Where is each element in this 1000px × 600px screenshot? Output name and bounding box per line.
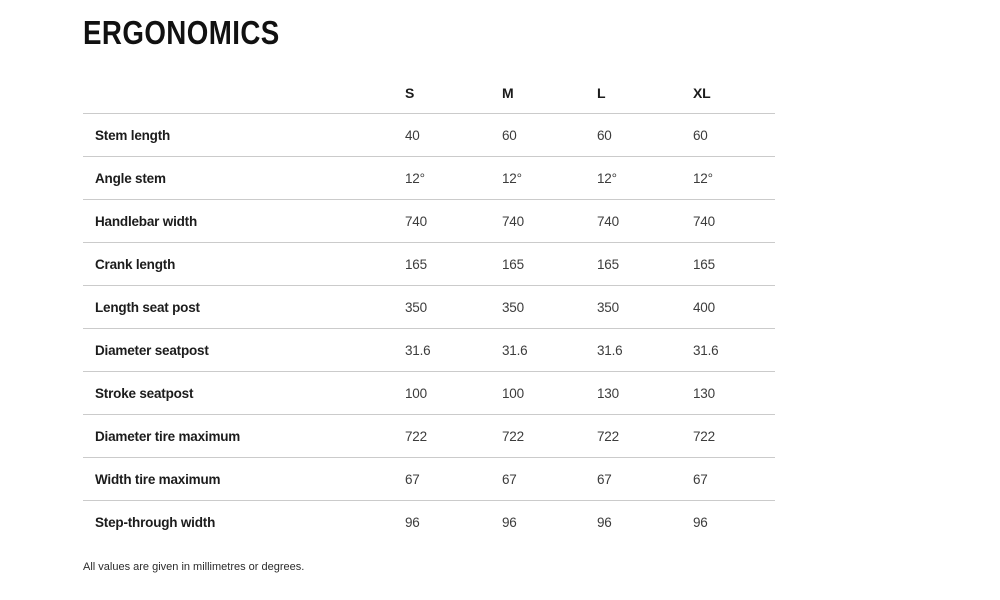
cell-value: 740 bbox=[693, 213, 715, 229]
column-header-s: S bbox=[405, 85, 415, 102]
cell-value: 96 bbox=[693, 514, 708, 530]
row-label: Stem length bbox=[95, 127, 171, 143]
table-row bbox=[83, 243, 775, 286]
cell-value: 165 bbox=[405, 256, 427, 272]
row-label: Diameter tire maximum bbox=[95, 428, 241, 444]
row-label: Width tire maximum bbox=[95, 471, 221, 487]
cell-value: 165 bbox=[693, 256, 715, 272]
ergonomics-spec-table bbox=[83, 74, 775, 544]
table-row bbox=[83, 415, 775, 458]
row-label: Handlebar width bbox=[95, 213, 198, 229]
cell-value: 12° bbox=[693, 170, 713, 186]
cell-value: 100 bbox=[405, 385, 427, 401]
cell-value: 350 bbox=[405, 299, 427, 315]
cell-value: 130 bbox=[693, 385, 715, 401]
header-spacer-cell bbox=[83, 74, 405, 114]
cell-value: 740 bbox=[502, 213, 524, 229]
column-header-l: L bbox=[597, 85, 606, 102]
row-label: Stroke seatpost bbox=[95, 385, 194, 401]
cell-value: 100 bbox=[502, 385, 524, 401]
cell-value: 740 bbox=[597, 213, 619, 229]
cell-value: 31.6 bbox=[502, 342, 528, 358]
cell-value: 60 bbox=[502, 127, 517, 143]
table-row bbox=[83, 286, 775, 329]
cell-value: 67 bbox=[405, 471, 420, 487]
cell-value: 350 bbox=[502, 299, 524, 315]
cell-value: 40 bbox=[405, 127, 420, 143]
cell-value: 12° bbox=[597, 170, 617, 186]
cell-value: 400 bbox=[693, 299, 715, 315]
cell-value: 31.6 bbox=[597, 342, 623, 358]
column-header-m: M bbox=[502, 85, 514, 102]
page-title: ERGONOMICS bbox=[83, 14, 280, 51]
cell-value: 722 bbox=[502, 428, 524, 444]
table-row bbox=[83, 157, 775, 200]
cell-value: 722 bbox=[693, 428, 715, 444]
table-row bbox=[83, 114, 775, 157]
cell-value: 96 bbox=[597, 514, 612, 530]
cell-value: 67 bbox=[502, 471, 517, 487]
cell-value: 31.6 bbox=[693, 342, 719, 358]
cell-value: 740 bbox=[405, 213, 427, 229]
row-label: Length seat post bbox=[95, 299, 200, 315]
cell-value: 67 bbox=[693, 471, 708, 487]
row-label: Step-through width bbox=[95, 514, 216, 530]
cell-value: 96 bbox=[405, 514, 420, 530]
ergonomics-section bbox=[83, 13, 775, 573]
row-label: Diameter seatpost bbox=[95, 342, 209, 358]
cell-value: 722 bbox=[405, 428, 427, 444]
row-label: Crank length bbox=[95, 256, 176, 272]
table-row bbox=[83, 329, 775, 372]
row-label: Angle stem bbox=[95, 170, 166, 186]
table-row bbox=[83, 458, 775, 501]
table-row bbox=[83, 372, 775, 415]
cell-value: 12° bbox=[502, 170, 522, 186]
cell-value: 350 bbox=[597, 299, 619, 315]
cell-value: 31.6 bbox=[405, 342, 431, 358]
spec-table-body bbox=[83, 114, 775, 544]
table-header-row bbox=[83, 74, 775, 114]
table-row bbox=[83, 200, 775, 243]
cell-value: 67 bbox=[597, 471, 612, 487]
cell-value: 60 bbox=[597, 127, 612, 143]
cell-value: 12° bbox=[405, 170, 425, 186]
table-row bbox=[83, 501, 775, 544]
units-footnote: All values are given in millimetres or degrees. bbox=[83, 560, 305, 573]
cell-value: 130 bbox=[597, 385, 619, 401]
cell-value: 60 bbox=[693, 127, 708, 143]
cell-value: 96 bbox=[502, 514, 517, 530]
cell-value: 165 bbox=[597, 256, 619, 272]
cell-value: 165 bbox=[502, 256, 524, 272]
cell-value: 722 bbox=[597, 428, 619, 444]
column-header-xl: XL bbox=[693, 85, 711, 102]
